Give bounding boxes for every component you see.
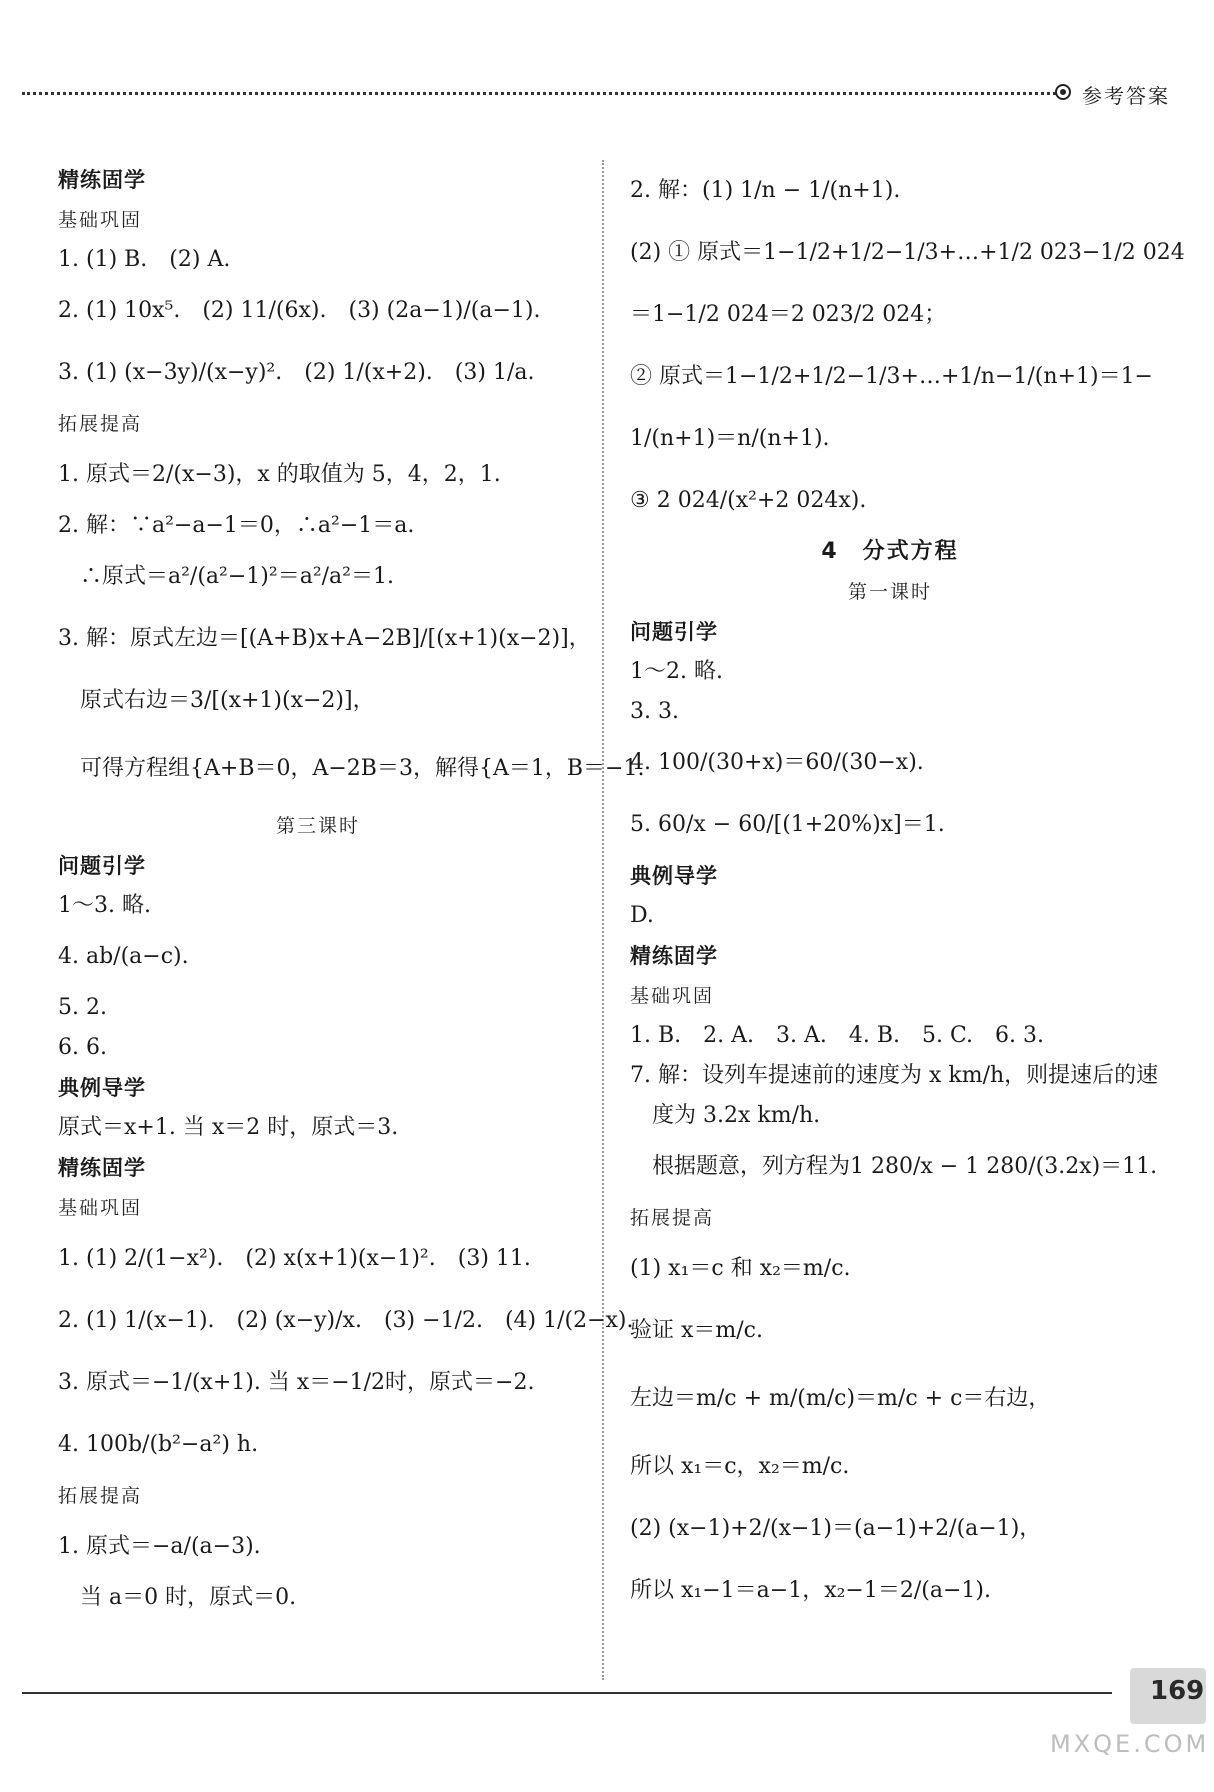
header-dotted-rule <box>22 92 1062 95</box>
right-column-line: 4 分式方程 <box>821 539 959 564</box>
right-column-line: 4. 100/(30+x)＝60/(30−x). <box>630 750 924 775</box>
left-column-line: 可得方程组{A+B＝0，A−2B＝3，解得{A＝1，B＝−1. <box>58 756 645 781</box>
right-column-line: (1) x₁＝c 和 x₂＝m/c. <box>630 1256 851 1281</box>
header-title: 参考答案 <box>1082 84 1170 108</box>
right-column-line: 根据题意，列方程为1 280/x − 1 280/(3.2x)＝11. <box>630 1154 1158 1179</box>
left-column-line: 精练固学 <box>58 168 146 192</box>
right-column-line: (2) ① 原式＝1−1/2+1/2−1/3+…+1/2 023−1/2 024 <box>630 240 1185 265</box>
left-column-line: 1～3. 略. <box>58 893 151 918</box>
left-column-line: 基础巩固 <box>58 1197 143 1219</box>
right-column-line: 1. B. 2. A. 3. A. 4. B. 5. C. 6. 3. <box>630 1023 1045 1048</box>
left-column-line: ∴原式＝a²/(a²−1)²＝a²/a²＝1. <box>58 564 394 589</box>
right-column-line: 1/(n+1)＝n/(n+1). <box>630 426 830 451</box>
right-column-line: 验证 x＝m/c. <box>630 1318 763 1343</box>
right-column-line: ＝1−1/2 024＝2 023/2 024； <box>630 302 947 327</box>
right-column-line: (2) (x−1)+2/(x−1)＝(a−1)+2/(a−1)， <box>630 1516 1042 1541</box>
left-column-line: 基础巩固 <box>58 209 143 231</box>
page-number: 169 <box>1150 1676 1205 1706</box>
right-column-line: ③ 2 024/(x²+2 024x). <box>630 488 867 513</box>
left-column-line: 3. 原式＝−1/(x+1). 当 x＝−1/2时，原式＝−2. <box>58 1370 535 1395</box>
right-column-line: 典例导学 <box>630 864 718 888</box>
right-column-line: 7. 解：设列车提速前的速度为 x km/h，则提速后的速 <box>630 1063 1159 1088</box>
left-column-line: 原式右边＝3/[(x+1)(x−2)]， <box>58 688 375 713</box>
right-column-line: 左边＝m/c + m/(m/c)＝m/c + c＝右边， <box>630 1386 1051 1411</box>
left-column-line: 3. (1) (x−3y)/(x−y)². (2) 1/(x+2). (3) 1/a. <box>58 360 535 385</box>
right-column-line: 精练固学 <box>630 944 718 968</box>
left-column-line: 1. (1) 2/(1−x²). (2) x(x+1)(x−1)². (3) 11. <box>58 1246 531 1271</box>
right-column-line: 基础巩固 <box>630 985 715 1007</box>
right-column-line: D. <box>630 903 654 928</box>
left-column-line: 4. 100b/(b²−a²) h. <box>58 1432 259 1457</box>
left-column-line: 第三课时 <box>275 815 360 837</box>
right-column-line: 1～2. 略. <box>630 659 723 684</box>
right-column-line: 所以 x₁−1＝a−1，x₂−1＝2/(a−1). <box>630 1578 991 1603</box>
right-column-line: ② 原式＝1−1/2+1/2−1/3+…+1/n−1/(n+1)＝1− <box>630 364 1153 389</box>
left-column-line: 6. 6. <box>58 1035 107 1060</box>
watermark: MXQE.COM <box>1050 1730 1210 1758</box>
left-column-line: 原式＝x+1. 当 x＝2 时，原式＝3. <box>58 1115 399 1140</box>
right-column-line: 问题引学 <box>630 620 718 644</box>
right-column-line: 度为 3.2x km/h. <box>630 1103 821 1128</box>
left-column <box>58 160 645 1618</box>
left-column-line: 1. (1) B. (2) A. <box>58 247 231 272</box>
left-column-line: 2. (1) 10x⁵. (2) 11/(6x). (3) (2a−1)/(a−1). <box>58 298 541 323</box>
left-column-line: 4. ab/(a−c). <box>58 944 189 969</box>
left-column-line: 当 a＝0 时，原式＝0. <box>58 1585 297 1610</box>
left-column-line: 1. 原式＝2/(x−3)，x 的取值为 5，4，2，1. <box>58 462 501 487</box>
left-column-line: 2. (1) 1/(x−1). (2) (x−y)/x. (3) −1/2. (4) 1/(2−x). <box>58 1308 634 1333</box>
left-column-line: 典例导学 <box>58 1076 146 1100</box>
column-divider <box>602 160 604 1680</box>
left-column-line: 2. 解：∵a²−a−1＝0，∴a²−1＝a. <box>58 513 415 538</box>
left-column-line: 5. 2. <box>58 995 107 1020</box>
left-column-line: 拓展提高 <box>58 1485 143 1507</box>
left-column-line: 问题引学 <box>58 854 146 878</box>
left-column-line: 拓展提高 <box>58 413 143 435</box>
left-column-line: 精练固学 <box>58 1156 146 1180</box>
right-column-line: 3. 3. <box>630 699 679 724</box>
left-column-line: 1. 原式＝−a/(a−3). <box>58 1534 261 1559</box>
right-column-line: 所以 x₁＝c，x₂＝m/c. <box>630 1454 850 1479</box>
header-bullet-icon <box>1055 84 1071 100</box>
left-column-line: 3. 解：原式左边＝[(A+B)x+A−2B]/[(x+1)(x−2)]， <box>58 626 591 651</box>
right-column-line: 5. 60/x − 60/[(1+20%)x]＝1. <box>630 812 945 837</box>
right-column-line: 拓展提高 <box>630 1207 715 1229</box>
footer-rule <box>22 1692 1112 1694</box>
right-column <box>630 160 1185 1622</box>
right-column-line: 2. 解：(1) 1/n − 1/(n+1). <box>630 178 901 203</box>
right-column-line: 第一课时 <box>847 581 932 603</box>
